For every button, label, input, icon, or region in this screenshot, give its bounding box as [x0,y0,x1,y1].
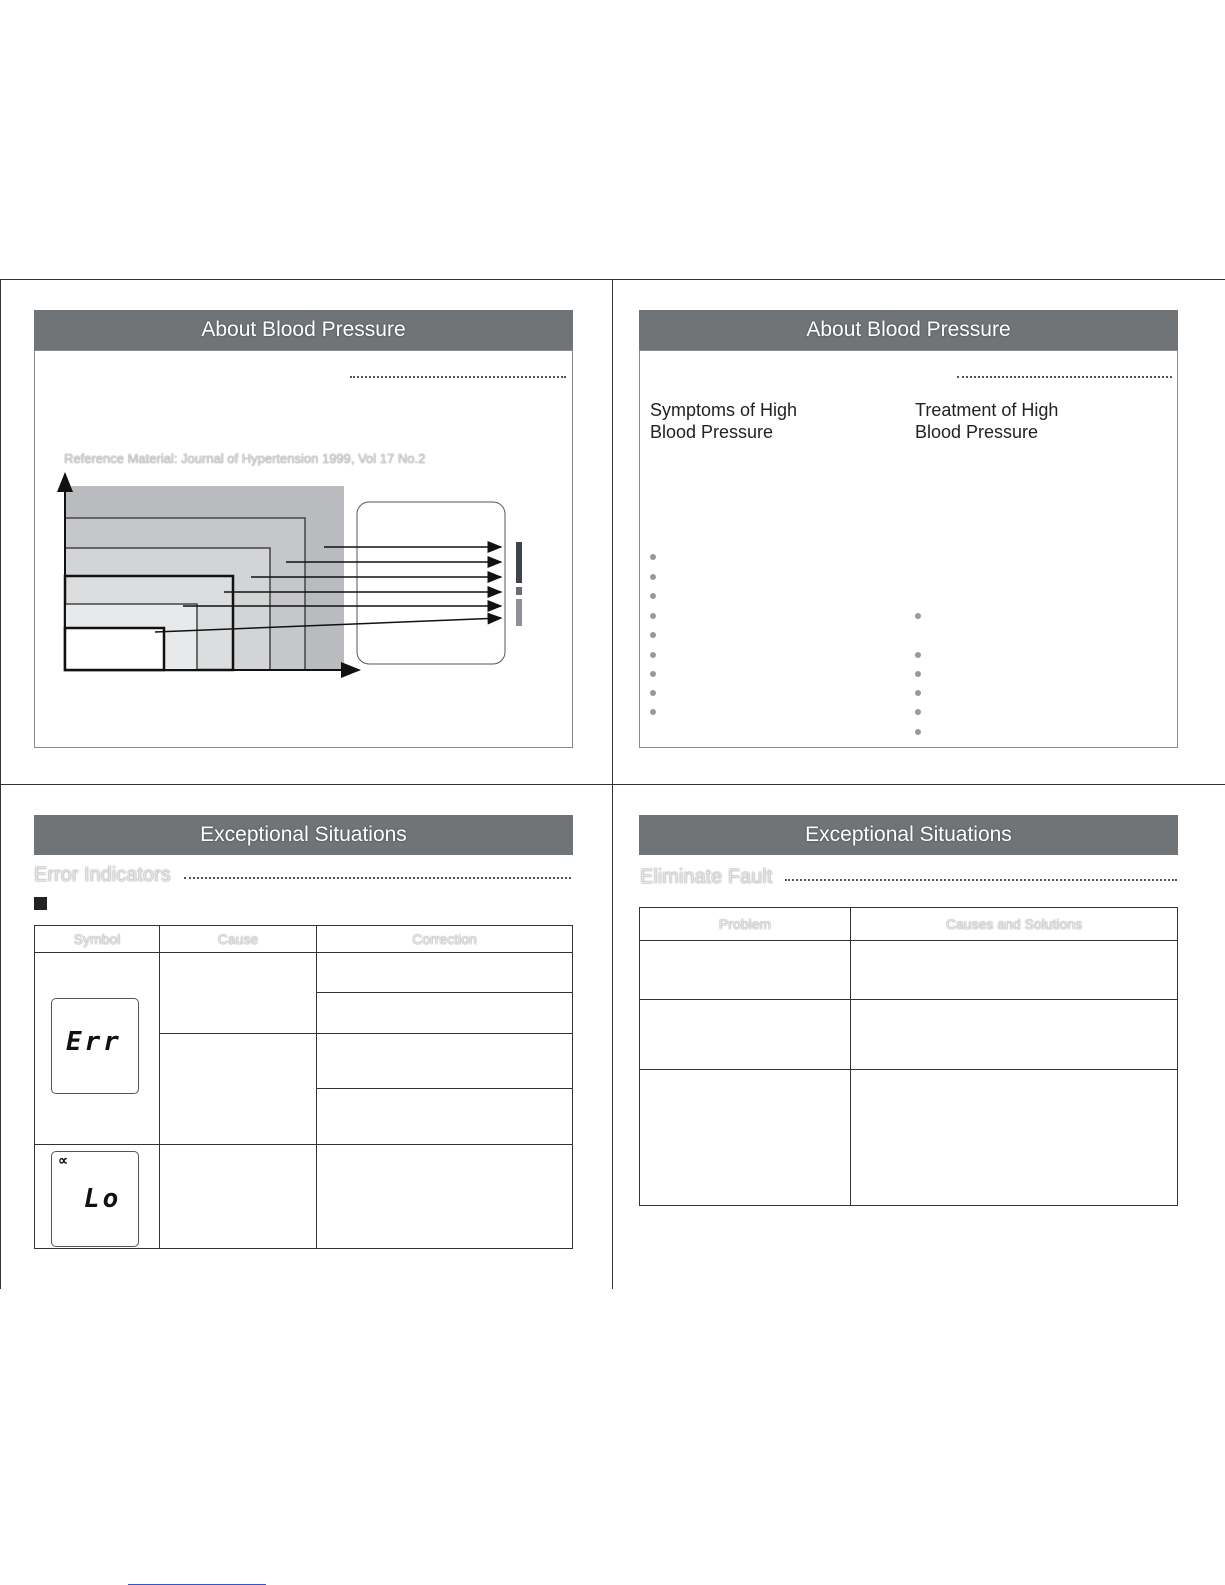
lo-indicator-icon: ∝ [58,1152,69,1168]
list-bullet [650,613,656,619]
legend-box [357,502,505,664]
classification-diagram [34,350,573,748]
list-bullet [915,729,921,735]
column-header: Causes and Solutions [851,908,1178,941]
page-header: About Blood Pressure [639,310,1178,350]
column-header: Correction [317,926,573,953]
correction-cell [317,1089,573,1145]
list-bullet [915,652,921,658]
range-area-6 [65,628,164,670]
page-header: About Blood Pressure [34,310,573,350]
solution-cell [851,1070,1178,1206]
column-header: Symbol [35,926,160,953]
page-divider-center [612,279,613,1289]
list-bullet [650,554,656,560]
problem-cell [640,1000,851,1070]
correction-cell [317,953,573,993]
list-bullet [650,690,656,696]
symptoms-heading: Symptoms of High Blood Pressure [650,400,798,442]
problem-cell [640,1070,851,1206]
correction-cell [317,993,573,1034]
problem-cell [640,941,851,1000]
page-header: Exceptional Situations [34,815,573,855]
page-divider-left [0,279,1,1289]
class-bar-dark [516,542,522,583]
err-display [51,998,139,1094]
solution-cell [851,1000,1178,1070]
cause-cell [160,953,317,1034]
class-bar-mid [516,587,522,595]
section-title: Error Indicators [34,864,171,886]
list-bullet [650,593,656,599]
solution-cell [851,941,1178,1000]
list-bullet [650,671,656,677]
page-header: Exceptional Situations [639,815,1178,855]
correction-cell [317,1034,573,1089]
dotted-leader [785,879,1177,881]
section-title: Eliminate Fault [640,866,773,888]
lo-symbol: Lo [84,1184,122,1214]
list-bullet [915,671,921,677]
list-bullet [915,613,921,619]
reference-note: Reference Material: Journal of Hypertension 1999, Vol 17 No.2 [64,451,426,466]
fault-table [639,907,1178,1206]
class-bar-light [516,599,522,626]
column-header: Cause [160,926,317,953]
dotted-leader [957,376,1172,378]
list-bullet [915,690,921,696]
err-symbol: Err [66,1027,122,1057]
treatment-heading: Treatment of High Blood Pressure [915,400,1059,442]
cause-cell [160,1034,317,1145]
list-bullet [650,652,656,658]
square-bullet [34,897,47,910]
lo-display [51,1151,139,1247]
list-bullet [650,574,656,580]
column-header: Problem [640,908,851,941]
correction-cell [317,1145,573,1249]
list-bullet [650,632,656,638]
list-bullet [650,709,656,715]
dotted-leader [184,877,571,879]
list-bullet [915,709,921,715]
cause-cell [160,1145,317,1249]
